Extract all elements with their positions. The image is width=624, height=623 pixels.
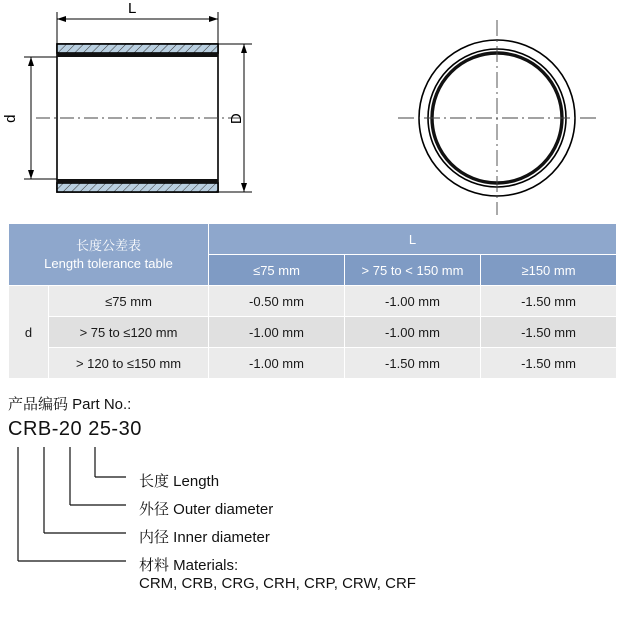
part-number-title: 产品编码 Part No.: xyxy=(8,396,132,413)
drawing-svg xyxy=(0,0,624,215)
legend-inner-diameter: 内径 Inner diameter xyxy=(139,529,270,546)
table-col-header-2: ≥150 mm xyxy=(481,255,617,286)
table-row-axis-label: d xyxy=(9,286,49,379)
table-cell-2-2: -1.50 mm xyxy=(481,348,617,379)
table-cell-1-1: -1.00 mm xyxy=(345,317,481,348)
legend-materials: 材料 Materials: xyxy=(139,557,239,574)
dimension-L xyxy=(57,12,218,48)
table-title-cell xyxy=(9,224,209,286)
liner-top xyxy=(57,53,218,57)
legend-materials-list: CRM, CRB, CRG, CRH, CRP, CRW, CRF xyxy=(139,575,416,592)
liner-bottom xyxy=(57,179,218,183)
label-outer-diameter-D: D xyxy=(228,112,246,125)
table-header-row-1 xyxy=(9,224,617,255)
table-title-cn: 长度公差表 xyxy=(75,237,141,253)
table-cell-2-1: -1.50 mm xyxy=(345,348,481,379)
part-number-code: CRB-20 25-30 xyxy=(8,418,142,440)
leader-lines xyxy=(0,443,616,623)
table-cell-2-0: -1.00 mm xyxy=(209,348,345,379)
legend-outer-diameter: 外径 Outer diameter xyxy=(139,501,274,518)
table-row-header-0: ≤75 mm xyxy=(49,286,209,317)
table-col-header-1: > 75 to < 150 mm xyxy=(345,255,481,286)
wall-hatch-bottom xyxy=(57,183,218,192)
table-row xyxy=(9,348,617,379)
table-col-group-L: L xyxy=(209,224,617,255)
label-inner-diameter-d: d xyxy=(1,114,19,123)
table-row xyxy=(9,286,617,317)
length-tolerance-table xyxy=(8,223,616,379)
technical-drawing xyxy=(0,0,624,215)
legend-length: 长度 Length xyxy=(139,473,220,490)
wall-hatch-top xyxy=(57,44,218,53)
table-row-header-1: > 75 to ≤120 mm xyxy=(49,317,209,348)
table-row-header-2: > 120 to ≤150 mm xyxy=(49,348,209,379)
table-cell-1-2: -1.50 mm xyxy=(481,317,617,348)
table-title-en: Length tolerance table xyxy=(44,255,173,271)
part-number-section xyxy=(0,393,624,593)
table-cell-0-0: -0.50 mm xyxy=(209,286,345,317)
label-length-L: L xyxy=(128,0,137,17)
table-row xyxy=(9,317,617,348)
table-cell-0-1: -1.00 mm xyxy=(345,286,481,317)
table-col-header-0: ≤75 mm xyxy=(209,255,345,286)
table-cell-1-0: -1.00 mm xyxy=(209,317,345,348)
table-cell-0-2: -1.50 mm xyxy=(481,286,617,317)
